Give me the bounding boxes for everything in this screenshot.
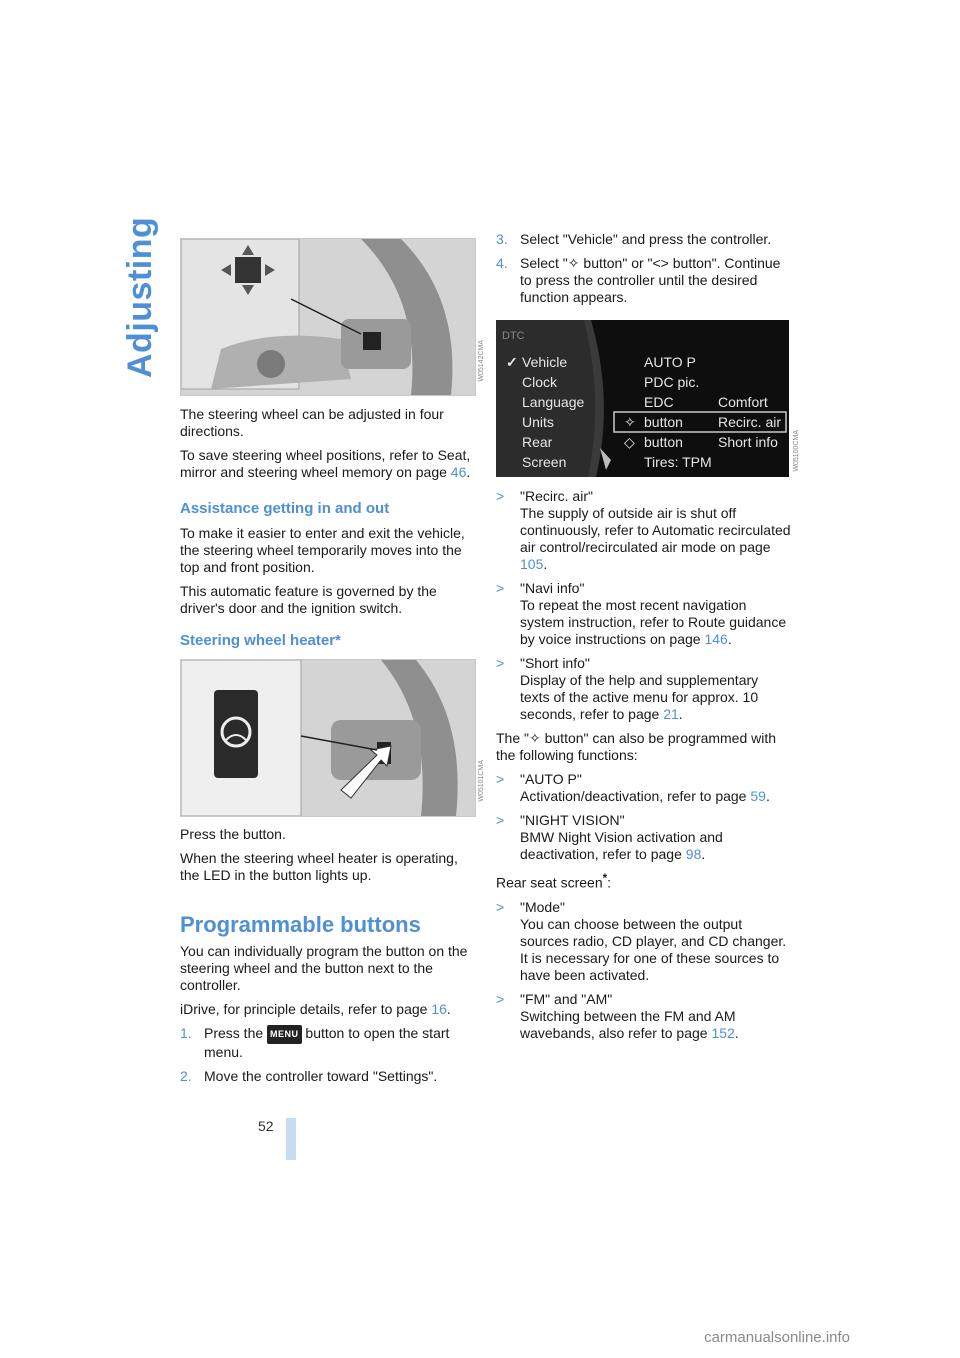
bullet-marker: > bbox=[496, 771, 505, 787]
screen-menu-item[interactable]: Language bbox=[522, 394, 585, 410]
text: button" can also be programmed with the following functions: bbox=[496, 730, 777, 763]
bullet-title: "Mode" bbox=[520, 898, 565, 915]
page-link[interactable]: 46 bbox=[450, 464, 467, 480]
bullet-text: The supply of outside air is shut off continuously, refer to Automatic recirculated air control/recirculated air mode on page bbox=[520, 505, 791, 555]
step-text bbox=[204, 1025, 475, 1061]
screen-option[interactable]: button bbox=[644, 414, 683, 430]
heater-section bbox=[180, 632, 475, 657]
bullet-body: "AUTO P" Activation/deactivation, refer to page 59. bbox=[520, 771, 770, 804]
screen-menu-item[interactable]: Clock bbox=[522, 374, 558, 390]
bullet-text: Display of the help and supplementary texts of the active menu for approx. 10 seconds, refer to page bbox=[520, 672, 759, 722]
paragraph: To make it easier to enter and exit the vehicle, the steering wheel temporarily moves into the top and front position. bbox=[180, 525, 465, 575]
image-code: W05142CMA bbox=[478, 340, 485, 382]
bullet-title: "Recirc. air" bbox=[520, 488, 593, 504]
screen-option[interactable]: button bbox=[644, 434, 683, 450]
step-number: 2. bbox=[180, 1068, 192, 1084]
paragraph: When the steering wheel heater is operating, the LED in the button lights up. bbox=[180, 850, 458, 883]
text: : bbox=[607, 874, 612, 891]
bullet-marker: > bbox=[496, 812, 505, 828]
assist-section bbox=[180, 500, 475, 624]
heading-programmable: Programmable buttons bbox=[180, 912, 421, 937]
step-4 bbox=[496, 255, 791, 306]
bullet-body bbox=[520, 899, 791, 984]
screen-menu-item[interactable]: Screen bbox=[522, 454, 567, 470]
screen-option[interactable]: EDC bbox=[644, 394, 674, 410]
page-link[interactable]: 59 bbox=[750, 788, 766, 804]
bullet-title: "NIGHT VISION" bbox=[520, 812, 625, 828]
bullet-item bbox=[496, 812, 791, 863]
steering-adjust-illustration bbox=[181, 239, 475, 395]
bullet-item bbox=[496, 580, 791, 648]
text: Press the bbox=[204, 1025, 268, 1041]
paragraph: The steering wheel can be adjusted in four directions. bbox=[180, 406, 444, 439]
heater-text bbox=[180, 826, 475, 891]
text: button". Continue to press the controller until the desired function appears. bbox=[520, 255, 781, 305]
left-column bbox=[180, 406, 475, 488]
paragraph bbox=[496, 730, 791, 764]
watermark: carmanualsonline.info bbox=[704, 1329, 850, 1346]
paragraph: You can individually program the button on the steering wheel and the button next to the controller. bbox=[180, 943, 468, 993]
right-bullets bbox=[496, 488, 791, 1049]
diamond-star-icon: ✧ bbox=[567, 255, 580, 271]
page-link[interactable]: 152 bbox=[711, 1024, 735, 1041]
diamond-star-icon: ✧ bbox=[528, 730, 541, 746]
bullet-marker: > bbox=[496, 488, 505, 504]
page-link[interactable]: 146 bbox=[704, 631, 728, 647]
double-chevron-icon: <> bbox=[652, 255, 669, 271]
image-code: W05101CMA bbox=[478, 760, 485, 802]
paragraph: To save steering wheel positions, refer to Seat, mirror and steering wheel memory on page 46. bbox=[180, 447, 471, 480]
section-title: Adjusting bbox=[121, 216, 159, 378]
bullet-item bbox=[496, 899, 791, 984]
bullet-item bbox=[496, 488, 791, 573]
text: The " bbox=[496, 730, 529, 746]
step-number: 1. bbox=[180, 1025, 192, 1041]
text: Rear seat screen bbox=[496, 874, 603, 891]
bullet-text: Switching between the FM and AM wavebands, also refer to page bbox=[520, 1007, 736, 1041]
bullet-title: "Short info" bbox=[520, 655, 590, 671]
menu-button-icon: MENU bbox=[267, 1025, 302, 1044]
step-2 bbox=[180, 1068, 475, 1085]
screen-top-label: DTC bbox=[502, 330, 525, 342]
page-link[interactable]: 21 bbox=[663, 706, 679, 722]
page-link[interactable]: 16 bbox=[431, 1001, 447, 1017]
step-text: Move the controller toward "Settings". bbox=[204, 1068, 438, 1084]
step-text bbox=[520, 255, 791, 306]
screen-value: Recirc. air bbox=[718, 414, 782, 430]
programmable-section bbox=[180, 912, 475, 1092]
text: iDrive, for principle details, refer to page bbox=[180, 1001, 432, 1017]
bullet-body: "Short info" Display of the help and supplementary texts of the active menu for approx. 10 seconds, refer to page 21. bbox=[520, 655, 791, 723]
bullet-marker: > bbox=[496, 898, 505, 915]
bullet-body: "Recirc. air" The supply of outside air is shut off continuously, refer to Automatic recirculated air control/recirculated air mode on page 105. bbox=[520, 488, 791, 572]
screen-menu-item[interactable]: Units bbox=[522, 414, 554, 430]
paragraph: Press the button. bbox=[180, 826, 286, 842]
screen-value: Comfort bbox=[718, 394, 768, 410]
page-number: 52 bbox=[258, 1118, 274, 1134]
bullet-marker: > bbox=[496, 990, 505, 1007]
diamond-icon: ◇ bbox=[624, 434, 635, 450]
page-bar bbox=[286, 1118, 296, 1160]
diamond-star-icon: ✧ bbox=[624, 414, 636, 430]
text: button" or " bbox=[579, 255, 653, 271]
heater-photo bbox=[180, 659, 476, 817]
text: Select " bbox=[520, 255, 568, 271]
bullet-text: BMW Night Vision activation and deactivation, refer to page bbox=[520, 829, 723, 862]
step-text: Select "Vehicle" and press the controller. bbox=[520, 231, 772, 247]
step-3 bbox=[496, 231, 791, 248]
step-1 bbox=[180, 1025, 475, 1061]
page-link[interactable]: 98 bbox=[685, 846, 702, 862]
screen-value: Short info bbox=[718, 434, 778, 450]
screen-option[interactable]: Tires: TPM bbox=[644, 454, 712, 470]
bullet-item bbox=[496, 991, 791, 1042]
heater-illustration bbox=[181, 660, 475, 816]
image-code: W05100CMA bbox=[793, 430, 800, 472]
screen-menu-item[interactable]: Rear bbox=[522, 434, 553, 450]
asterisk: * bbox=[602, 872, 608, 885]
screen-option[interactable]: PDC pic. bbox=[644, 374, 700, 390]
text: To save steering wheel positions, refer to Seat, mirror and steering wheel memory on page bbox=[180, 447, 471, 480]
bullet-body: "NIGHT VISION" BMW Night Vision activation and deactivation, refer to page 98. bbox=[520, 812, 791, 863]
steering-adjust-photo bbox=[180, 238, 476, 396]
bullet-item bbox=[496, 655, 791, 723]
page-link[interactable]: 105 bbox=[520, 556, 544, 572]
screen-menu-item[interactable]: Vehicle bbox=[522, 354, 568, 370]
text: button to open the start menu. bbox=[204, 1025, 450, 1060]
paragraph: This automatic feature is governed by the driver's door and the ignition switch. bbox=[180, 583, 437, 616]
bullet-text: You can choose between the output sources radio, CD player, and CD changer. It is necessary for one of these sources to have been activated. bbox=[520, 915, 787, 983]
paragraph: iDrive, for principle details, refer to page 16. bbox=[180, 1001, 451, 1017]
idrive-screen bbox=[496, 320, 789, 477]
bullet-text: Activation/deactivation, refer to page bbox=[520, 788, 751, 804]
bullet-title: "AUTO P" bbox=[520, 771, 582, 787]
rear-seat-label bbox=[496, 870, 791, 892]
step-number: 4. bbox=[496, 255, 508, 271]
vehicle-check-icon: ✓ bbox=[506, 354, 518, 370]
bullet-body: "FM" and "AM" Switching between the FM and AM wavebands, also refer to page 152. bbox=[520, 991, 791, 1042]
heading-heater: Steering wheel heater* bbox=[180, 632, 341, 649]
bullet-marker: > bbox=[496, 580, 505, 596]
screen-option[interactable]: AUTO P bbox=[644, 354, 696, 370]
bullet-title: "Navi info" bbox=[520, 580, 585, 596]
bullet-title: "FM" and "AM" bbox=[520, 990, 613, 1007]
bullet-item bbox=[496, 771, 791, 805]
right-steps bbox=[496, 231, 791, 313]
bullet-body: "Navi info" To repeat the most recent navigation system instruction, refer to Route guidance by voice instructions on page 146. bbox=[520, 580, 791, 648]
heading-assist: Assistance getting in and out bbox=[180, 500, 390, 517]
bullet-marker: > bbox=[496, 655, 505, 671]
step-number: 3. bbox=[496, 231, 508, 247]
bullet-text: To repeat the most recent navigation system instruction, refer to Route guidance by voice instructions on page bbox=[520, 597, 787, 647]
